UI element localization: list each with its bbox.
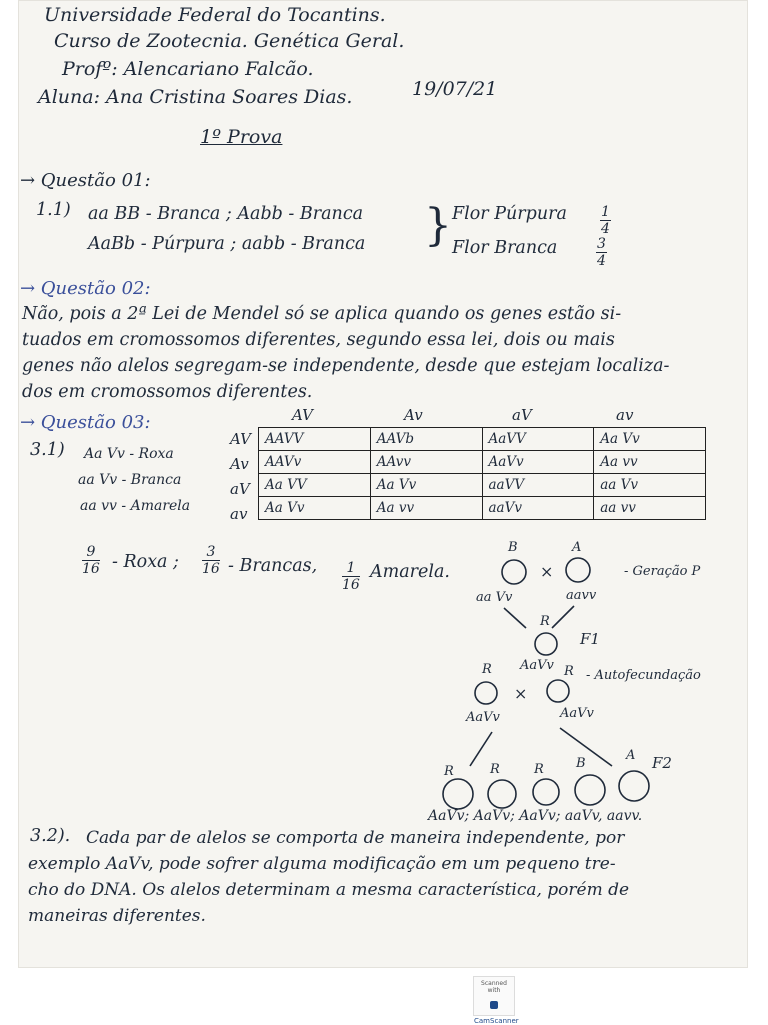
branch-line <box>470 732 492 766</box>
camscanner-badge <box>473 976 519 1025</box>
q2-line-2: tuados em cromossomos diferentes, segundo essa lei, dois ou mais <box>22 330 615 350</box>
punnett-cell: aa vv <box>594 497 706 520</box>
q3-legend-amarela: aa vv - Amarela <box>80 498 191 514</box>
fraction-denominator: 16 <box>82 561 100 577</box>
fraction-numerator: 3 <box>202 544 220 561</box>
punnett-col-header: Av <box>404 406 423 424</box>
question-03-title: → Questão 03: <box>20 412 151 433</box>
brace-symbol: } <box>424 200 452 251</box>
camscanner-text: CamScanner <box>474 1017 519 1025</box>
f2-circle <box>619 771 649 801</box>
ratio-amarela-label: Amarela. <box>370 562 450 582</box>
punnett-cell: AAVb <box>370 428 482 451</box>
punnett-cell: aaVV <box>482 474 594 497</box>
f2-genotypes: AaVv; AaVv; AaVv; aaVv, aavv. <box>428 808 643 824</box>
punnett-cell: AaVv <box>482 451 594 474</box>
punnett-cell: AAVv <box>259 451 371 474</box>
self-right-letter: R <box>564 664 574 679</box>
q32-line-2: exemplo AaVv, pode sofrer alguma modificação em um pequeno tre- <box>28 854 616 874</box>
punnett-cell: Aa VV <box>259 474 371 497</box>
punnett-col-header: aV <box>512 406 532 424</box>
f2-circle <box>533 779 559 805</box>
parent-right-letter: A <box>572 540 582 555</box>
branch-line <box>504 608 526 628</box>
q32-line-4: maneiras diferentes. <box>28 906 206 926</box>
fraction-numerator: 9 <box>82 544 100 561</box>
self-fertilization-label: - Autofecundação <box>586 668 701 683</box>
parent-left-genotype: aa Vv <box>476 590 513 605</box>
f2-letter: R <box>534 762 544 777</box>
fraction-denominator: 4 <box>597 253 606 269</box>
self-cross-symbol: × <box>514 684 528 703</box>
self-left-letter: R <box>482 662 492 677</box>
q1-result2: Flor Branca <box>452 238 558 258</box>
student-line: Aluna: Ana Cristina Soares Dias. <box>38 86 353 108</box>
f2-letter: A <box>626 748 636 763</box>
parent-right-circle <box>566 558 590 582</box>
parent-left-letter: B <box>508 540 518 555</box>
f1-circle <box>535 633 557 655</box>
camscanner-icon <box>490 1001 498 1009</box>
f1-letter: R <box>540 614 550 629</box>
punnett-cell: Aa Vv <box>370 474 482 497</box>
q1-result1: Flor Púrpura <box>452 204 567 224</box>
q1-row1: aa BB - Branca ; Aabb - Branca <box>88 204 364 224</box>
f1-label: F1 <box>580 630 600 648</box>
f1-genotype: AaVv <box>520 658 554 673</box>
date: 19/07/21 <box>412 78 498 100</box>
punnett-cell: AaVV <box>482 428 594 451</box>
branch-line <box>552 606 574 628</box>
scanned-with-text: Scanned with <box>481 980 507 994</box>
self-right-circle <box>547 680 569 702</box>
cross-symbol: × <box>540 562 554 581</box>
course-line: Curso de Zootecnia. Genética Geral. <box>54 30 405 52</box>
q2-line-1: Não, pois a 2ª Lei de Mendel só se aplica quando os genes estão si- <box>22 304 622 324</box>
fraction-numerator: 1 <box>342 560 360 577</box>
parent-left-circle <box>502 560 526 584</box>
punnett-cell: Aa vv <box>370 497 482 520</box>
punnett-cell: AAvv <box>370 451 482 474</box>
q3-label: 3.1) <box>30 440 65 460</box>
f2-circle <box>488 780 516 808</box>
punnett-cell: aa Vv <box>594 474 706 497</box>
fraction-denominator: 16 <box>202 561 220 577</box>
generation-p-label: - Geração P <box>624 564 701 579</box>
f2-circle <box>575 775 605 805</box>
f2-letter: R <box>490 762 500 777</box>
q32-label: 3.2). <box>30 826 71 846</box>
q1-label: 1.1) <box>36 200 71 220</box>
q32-line-3: cho do DNA. Os alelos determinam a mesma característica, porém de <box>28 880 630 900</box>
self-right-genotype: AaVv <box>560 706 594 721</box>
question-01-title: → Questão 01: <box>20 170 151 191</box>
fraction-numerator: 1 <box>601 204 610 220</box>
punnett-cell: Aa Vv <box>594 428 706 451</box>
fraction-numerator: 3 <box>597 236 606 252</box>
punnett-col-header: AV <box>292 406 313 424</box>
punnett-cell: Aa Vv <box>259 497 371 520</box>
question-02-title: → Questão 02: <box>20 278 151 299</box>
ratio-branca-label: - Brancas, <box>228 556 318 576</box>
q2-line-3: genes não alelos segregam-se independente, desde que estejam localiza- <box>22 356 670 376</box>
f2-label: F2 <box>652 754 672 772</box>
q3-legend-branca: aa Vv - Branca <box>78 472 182 488</box>
fraction-denominator: 16 <box>342 577 360 593</box>
punnett-row-header: Av <box>230 455 249 473</box>
q1-row2: AaBb - Púrpura ; aabb - Branca <box>88 234 366 254</box>
q32-line-1: Cada par de alelos se comporta de maneira independente, por <box>86 828 625 848</box>
punnett-row-header: aV <box>230 480 250 498</box>
punnett-row-header: av <box>230 505 248 523</box>
self-left-genotype: AaVv <box>466 710 500 725</box>
punnett-col-header: av <box>616 406 634 424</box>
punnett-row-header: AV <box>230 430 251 448</box>
university-line: Universidade Federal do Tocantins. <box>44 4 386 26</box>
f2-letter: B <box>576 756 586 771</box>
punnett-cell: Aa vv <box>594 451 706 474</box>
ratio-roxa-label: - Roxa ; <box>112 552 179 572</box>
f2-letter: R <box>444 764 454 779</box>
self-left-circle <box>475 682 497 704</box>
parent-right-genotype: aavv <box>566 588 597 603</box>
branch-line <box>560 728 612 766</box>
q3-legend-roxa: Aa Vv - Roxa <box>84 446 174 462</box>
exam-title: 1º Prova <box>200 126 283 148</box>
punnett-cell: aaVv <box>482 497 594 520</box>
punnett-cell: AAVV <box>259 428 371 451</box>
fraction-denominator: 4 <box>601 221 610 237</box>
f2-circle <box>443 779 473 809</box>
professor-line: Profº: Alencariano Falcão. <box>62 58 314 80</box>
q2-line-4: dos em cromossomos diferentes. <box>22 382 313 402</box>
